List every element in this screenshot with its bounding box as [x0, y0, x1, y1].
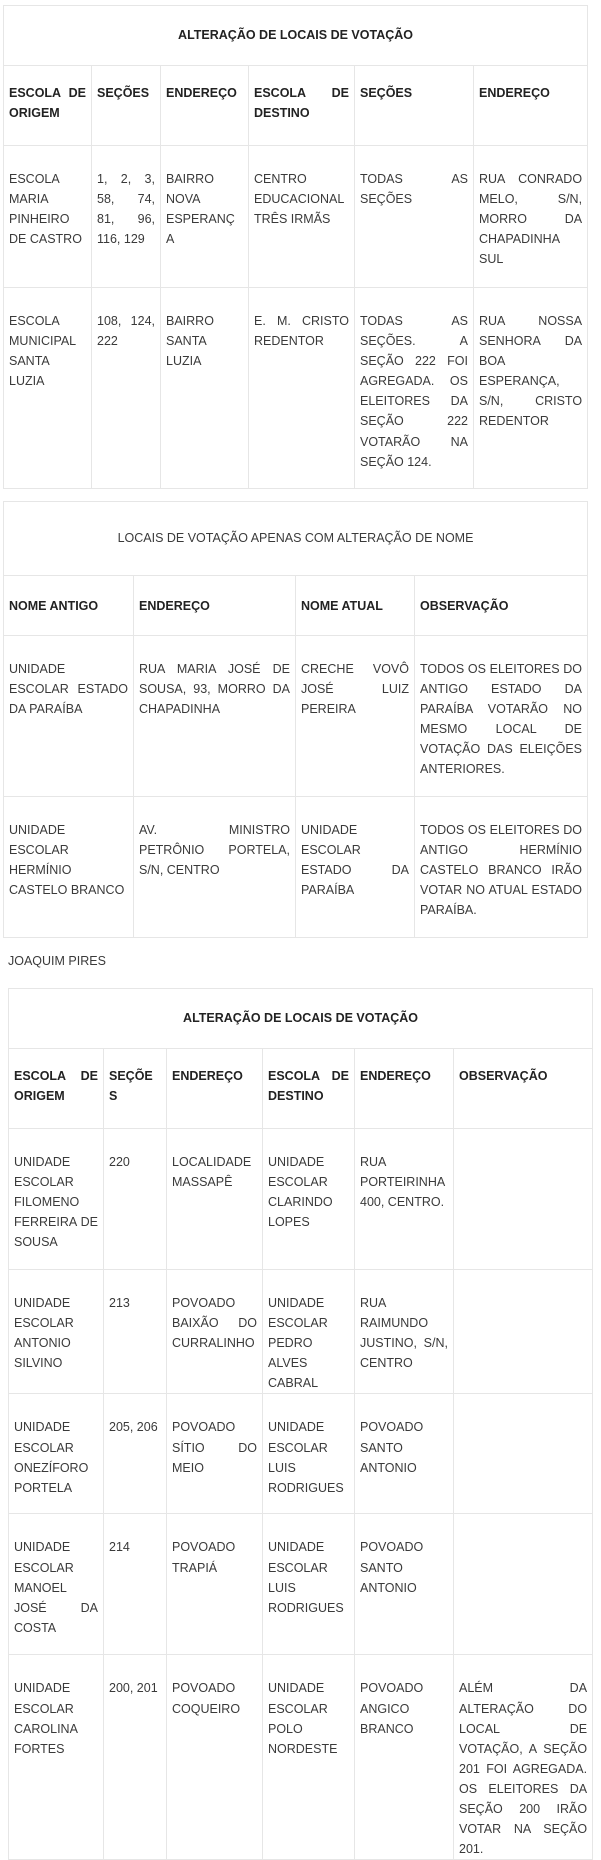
column-header: ESCOLA DE ORIGEM [9, 1049, 104, 1129]
column-header: ESCOLA DE DESTINO [263, 1049, 355, 1129]
table-cell: TODAS AS SEÇÕES [355, 146, 474, 288]
table-title: LOCAIS DE VOTAÇÃO APENAS COM ALTERAÇÃO DE NOME [4, 502, 588, 576]
column-header: ENDEREÇO [134, 576, 296, 636]
column-header: SEÇÕES [355, 66, 474, 146]
table-title: ALTERAÇÃO DE LOCAIS DE VOTAÇÃO [4, 6, 588, 66]
table-row [4, 288, 588, 489]
table-cell: RUA PORTEIRINHA 400, CENTRO. [355, 1129, 454, 1270]
table-cell: ALÉM DA ALTERAÇÃO DO LOCAL DE VOTAÇÃO, A SEÇÃO 201 FOI AGREGADA. OS ELEITORES DA SEÇÃO 200 IRÃO VOTAR NA SEÇÃO 201. [454, 1655, 593, 1860]
table-row [4, 146, 588, 288]
table-cell: RUA NOSSA SENHORA DA BOA ESPERANÇA, S/N, CRISTO REDENTOR [474, 288, 588, 489]
table-cell: UNIDADE ESCOLAR FILOMENO FERREIRA DE SOUSA [9, 1129, 104, 1270]
name-change-only-table [3, 501, 587, 938]
table-cell: POVOADO SANTO ANTONIO [355, 1394, 454, 1514]
table-cell [454, 1270, 593, 1394]
column-header: ENDEREÇO [474, 66, 588, 146]
column-header: OBSERVAÇÃO [454, 1049, 593, 1129]
voting-location-changes-table [3, 5, 587, 489]
table-cell: E. M. CRISTO REDENTOR [249, 288, 355, 489]
column-header: ENDEREÇO [355, 1049, 454, 1129]
joaquim-pires-location-changes-table [8, 988, 592, 1860]
table-cell: UNIDADE ESCOLAR ESTADO DA PARAÍBA [296, 797, 415, 938]
table-cell: 220 [104, 1129, 167, 1270]
table-cell: POVOADO BAIXÃO DO CURRALINHO [167, 1270, 263, 1394]
column-header: OBSERVAÇÃO [415, 576, 588, 636]
table-cell: BAIRRO SANTA LUZIA [161, 288, 249, 489]
table-cell: 200, 201 [104, 1655, 167, 1860]
table-cell: CRECHE VOVÔ JOSÉ LUIZ PEREIRA [296, 636, 415, 797]
table-cell: UNIDADE ESCOLAR HERMÍNIO CASTELO BRANCO [4, 797, 134, 938]
table-cell: UNIDADE ESCOLAR ANTONIO SILVINO [9, 1270, 104, 1394]
column-header: ENDEREÇO [167, 1049, 263, 1129]
table-cell: TODOS OS ELEITORES DO ANTIGO HERMÍNIO CASTELO BRANCO IRÃO VOTAR NO ATUAL ESTADO PARAÍBA. [415, 797, 588, 938]
table-cell: POVOADO TRAPIÁ [167, 1514, 263, 1655]
column-header: ESCOLA DE ORIGEM [4, 66, 92, 146]
table-cell: LOCALIDADE MASSAPÊ [167, 1129, 263, 1270]
table-cell: POVOADO COQUEIRO [167, 1655, 263, 1860]
table-cell: UNIDADE ESCOLAR LUIS RODRIGUES [263, 1394, 355, 1514]
table-cell [454, 1514, 593, 1655]
column-header: SEÇÕES [104, 1049, 167, 1129]
table-cell: UNIDADE ESCOLAR ONEZÍFORO PORTELA [9, 1394, 104, 1514]
city-name: JOAQUIM PIRES [8, 954, 106, 968]
table-cell: RUA CONRADO MELO, S/N, MORRO DA CHAPADINHA SUL [474, 146, 588, 288]
table-cell: 214 [104, 1514, 167, 1655]
table-cell: RUA RAIMUNDO JUSTINO, S/N, CENTRO [355, 1270, 454, 1394]
column-header: NOME ATUAL [296, 576, 415, 636]
table-cell: AV. MINISTRO PETRÔNIO PORTELA, S/N, CENTRO [134, 797, 296, 938]
table-row [4, 797, 588, 938]
table-row [9, 1655, 593, 1860]
table-cell: TODAS AS SEÇÕES. A SEÇÃO 222 FOI AGREGADA. OS ELEITORES DA SEÇÃO 222 VOTARÃO NA SEÇÃO 124. [355, 288, 474, 489]
table-cell: RUA MARIA JOSÉ DE SOUSA, 93, MORRO DA CHAPADINHA [134, 636, 296, 797]
table-cell: POVOADO SÍTIO DO MEIO [167, 1394, 263, 1514]
table-cell: 108, 124, 222 [92, 288, 161, 489]
table-row [9, 1270, 593, 1394]
table-cell: UNIDADE ESCOLAR LUIS RODRIGUES [263, 1514, 355, 1655]
column-header: NOME ANTIGO [4, 576, 134, 636]
table-cell: ESCOLA MUNICIPAL SANTA LUZIA [4, 288, 92, 489]
table-cell: CENTRO EDUCACIONAL TRÊS IRMÃS [249, 146, 355, 288]
table-cell: UNIDADE ESCOLAR PEDRO ALVES CABRAL [263, 1270, 355, 1394]
table-cell [454, 1129, 593, 1270]
table-cell: 1, 2, 3, 58, 74, 81, 96, 116, 129 [92, 146, 161, 288]
table-cell: UNIDADE ESCOLAR CLARINDO LOPES [263, 1129, 355, 1270]
table-cell: UNIDADE ESCOLAR POLO NORDESTE [263, 1655, 355, 1860]
table-row [9, 1129, 593, 1270]
table-row [9, 1394, 593, 1514]
table-cell: 213 [104, 1270, 167, 1394]
table-cell: 205, 206 [104, 1394, 167, 1514]
column-header: ESCOLA DE DESTINO [249, 66, 355, 146]
table-cell: POVOADO ANGICO BRANCO [355, 1655, 454, 1860]
table-row [9, 1514, 593, 1655]
table-cell: UNIDADE ESCOLAR CAROLINA FORTES [9, 1655, 104, 1860]
column-header: ENDEREÇO [161, 66, 249, 146]
table-title: ALTERAÇÃO DE LOCAIS DE VOTAÇÃO [9, 989, 593, 1049]
table-cell [454, 1394, 593, 1514]
table-cell: BAIRRO NOVA ESPERANÇA [161, 146, 249, 288]
table-cell: UNIDADE ESCOLAR MANOEL JOSÉ DA COSTA [9, 1514, 104, 1655]
table-cell: UNIDADE ESCOLAR ESTADO DA PARAÍBA [4, 636, 134, 797]
table-cell: TODOS OS ELEITORES DO ANTIGO ESTADO DA PARAÍBA VOTARÃO NO MESMO LOCAL DE VOTAÇÃO DAS ELEIÇÕES ANTERIORES. [415, 636, 588, 797]
table-cell: POVOADO SANTO ANTONIO [355, 1514, 454, 1655]
column-header: SEÇÕES [92, 66, 161, 146]
table-row [4, 636, 588, 797]
table-cell: ESCOLA MARIA PINHEIRO DE CASTRO [4, 146, 92, 288]
